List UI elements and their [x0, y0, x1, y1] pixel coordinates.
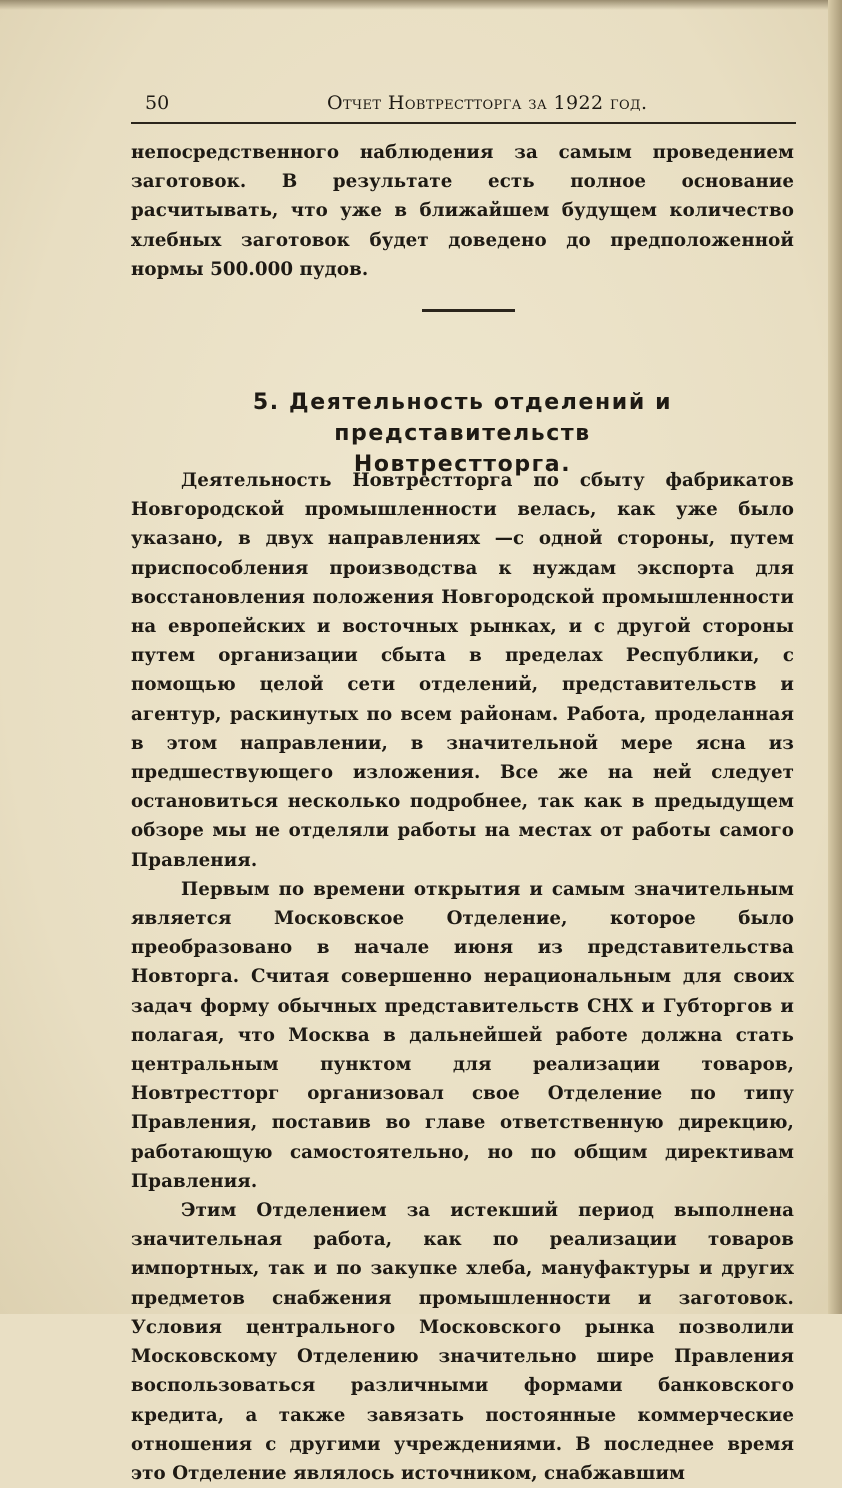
header-rule [131, 122, 796, 124]
section-divider [422, 309, 515, 312]
paragraph: непосредственного наблюдения за самым проведением заготовок. В результате есть полное основание расчитывать, что уже в ближайшем будущем количество хлебных заготовок будет доведено до предположенной нормы 500.000 пудов. [131, 142, 794, 280]
page-number: 50 [145, 92, 170, 114]
section-heading-line-1: 5. Деятельность отделений и представительств [252, 390, 673, 446]
running-title: Отчет Новтрестторга за 1922 год. [327, 92, 648, 114]
section-heading-line-2: Новтрестторга. [353, 452, 572, 477]
intro-paragraph [131, 138, 794, 284]
paragraph: Деятельность Новтрестторга по сбыту фабрикатов Новгородской промышленности велась, как уже было указано, в двух направлениях —с одной стороны, путем приспособления производства к нуждам экспорта для восстановления положения Новгородской промышленности на европейских и восточных рынках, и с другой стороны путем организации сбыта в пределах Республики, с помощью целой сети отделений, представительств и агентур, раскинутых по всем районам. Работа, проделанная в этом направлении, в значительной мере ясна из предшествующего изложения. Все же на ней следует остановиться несколько подробнее, так как в предыдущем обзоре мы не отделяли работы на местах от работы самого Правления. [131, 470, 794, 871]
paragraph: Этим Отделением за истекший период выполнена значительная работа, как по реализации товаров импортных, так и по закупке хлеба, мануфактуры и других предметов снабжения промышленности и заготовок. Условия центрального Московского рынка позволили Московскому Отделению значительно шире Правления воспользоваться различными формами банковского кредита, а также завязать постоянные коммерческие отношения с другими учреждениями. В последнее время это Отделение являлось источником, снабжавшим [131, 1200, 794, 1484]
page-right-edge [828, 0, 842, 1314]
page-header [131, 92, 796, 120]
paragraph: Первым по времени открытия и самым значительным является Московское Отделение, которое было преобразовано в начале июня из представительства Новторга. Считая совершенно нерациональным для своих задач форму обычных представительств СНХ и Губторгов и полагая, что Москва в дальнейшей работе должна стать центральным пунктом для реализации товаров, Новтрестторг организовал свое Отделение по типу Правления, поставив во главе ответственную дирекцию, работающую самостоятельно, но по общим директивам Правления. [131, 878, 794, 1192]
section-body [131, 466, 794, 1488]
page-top-shadow [0, 0, 842, 10]
